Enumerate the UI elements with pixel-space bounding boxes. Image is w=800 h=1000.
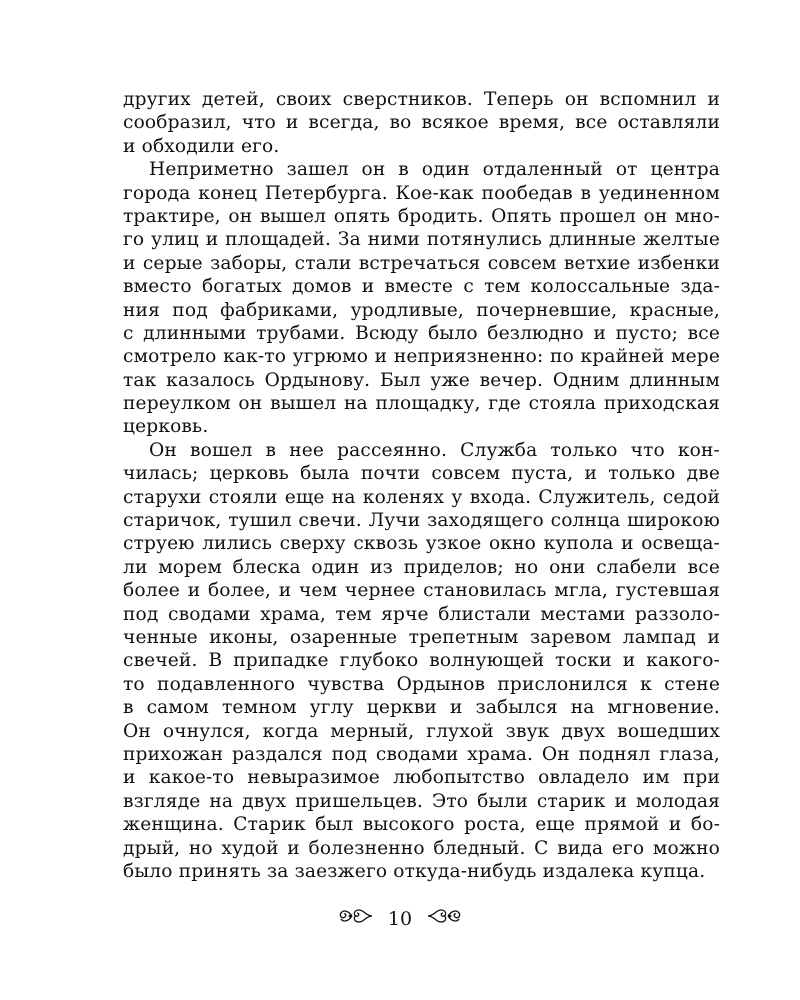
text-line: с длинными трубами. Всюду было безлюдно и пусто; все: [123, 322, 720, 344]
text-line: церковь.: [123, 416, 209, 438]
text-line: и обходили его.: [123, 135, 280, 157]
text-line: прихожан раздался под сводами храма. Он поднял глаза,: [123, 743, 720, 765]
text-line: смотрело как-то угрюмо и неприязненно: по крайней мере: [123, 346, 720, 368]
paragraph-2: [123, 158, 720, 439]
text-line: города конец Петербурга. Кое-как пообедав в уединенном: [123, 182, 720, 204]
text-line: Он вошел в нее рассеянно. Служба только что кон-: [149, 439, 720, 461]
text-line: струею лились сверху сквозь узкое окно купола и освеща-: [123, 533, 720, 555]
text-line: трактире, он вышел опять бродить. Опять прошел он мно-: [123, 205, 720, 227]
paragraph-1: [123, 88, 720, 158]
text-line: других детей, своих сверстников. Теперь он вспомнил и: [123, 89, 720, 110]
text-line: свечей. В припадке глубоко волнующей тоски и какого-: [123, 650, 720, 672]
text-line: Он очнулся, когда мерный, глухой звук двух вошедших: [123, 720, 720, 742]
text-line: ния под фабриками, уродливые, почерневшие, красные,: [123, 299, 720, 321]
text-line: было принять за заезжего откуда-нибудь издалека купца.: [123, 860, 706, 882]
page-number: 10: [387, 907, 413, 930]
text-line: под сводами храма, тем ярче блистали местами раззоло-: [123, 603, 720, 625]
text-line: и серые заборы, стали встречаться совсем ветхие избенки: [123, 252, 720, 274]
text-line: в самом темном углу церкви и забылся на мгновение.: [123, 697, 720, 719]
text-line: взгляде на двух пришельцев. Это были старик и молодая: [123, 790, 720, 812]
text-line: сообразил, что и всегда, во всякое время, все оставляли: [123, 112, 720, 134]
page-body: [123, 88, 720, 883]
text-line: то подавленного чувства Ордынов прислонился к стене: [123, 673, 720, 695]
text-line: чилась; церковь была почти совсем пуста, и только две: [123, 463, 720, 485]
text-line: переулком он вышел на площадку, где стояла приходская: [123, 393, 720, 415]
scroll-flourish-left-icon: [338, 906, 374, 931]
text-line: более и более, и чем чернее становилась мгла, густевшая: [123, 580, 720, 602]
text-line: женщина. Старик был высокого роста, еще прямой и бо-: [123, 814, 720, 836]
text-line: так казалось Ордынову. Был уже вечер. Одним длинным: [123, 369, 720, 391]
text-line: ченные иконы, озаренные трепетным заревом лампад и: [123, 626, 720, 648]
text-line: Неприметно зашел он в один отдаленный от центра: [149, 159, 720, 181]
paragraph-3: [123, 439, 720, 883]
text-line: го улиц и площадей. За ними потянулись длинные желтые: [123, 229, 720, 251]
text-line: дрый, но худой и болезненно бледный. С вида его можно: [123, 837, 720, 859]
scroll-flourish-right-icon: [426, 906, 462, 931]
text-line: и какое-то невыразимое любопытство овладело им при: [123, 767, 720, 789]
text-line: старичок, тушил свечи. Лучи заходящего солнца широкою: [123, 510, 720, 532]
text-line: ли морем блеска один из приделов; но они слабели все: [123, 556, 720, 578]
text-line: старухи стояли еще на коленях у входа. Служитель, седой: [123, 486, 720, 508]
text-line: вместо богатых домов и вместе с тем колоссальные зда-: [123, 276, 720, 298]
page-footer: [0, 906, 800, 931]
